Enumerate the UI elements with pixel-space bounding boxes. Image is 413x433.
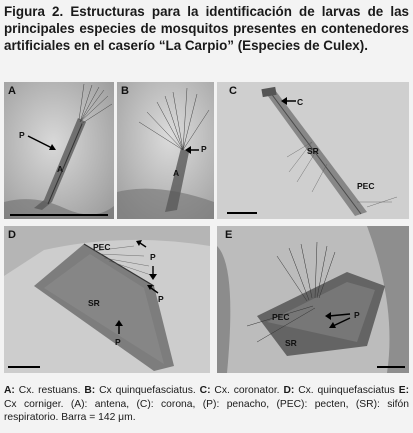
- label-penacho-3: P: [115, 337, 121, 347]
- panel-c: [217, 82, 409, 219]
- panel-b: [117, 82, 214, 219]
- figure-caption: [4, 384, 409, 425]
- label-pecten: PEC: [357, 181, 375, 191]
- caption-text-d: Cx. quinquefasciatus: [294, 385, 399, 396]
- label-penacho: P: [19, 130, 25, 140]
- label-pecten: PEC: [93, 242, 111, 252]
- panel-d-letter: D: [8, 229, 16, 241]
- panel-c-arrows: [217, 82, 409, 219]
- caption-key-a: A:: [4, 385, 15, 396]
- panel-e-letter: E: [225, 229, 233, 241]
- label-sifon: SR: [307, 146, 319, 156]
- caption-key-d: D:: [283, 385, 295, 396]
- caption-key-b: B:: [84, 385, 96, 396]
- caption-key-c: C:: [199, 385, 211, 396]
- label-corona: C: [297, 97, 304, 107]
- label-penacho-2: P: [158, 294, 164, 304]
- label-penacho: P: [201, 144, 207, 154]
- panel-b-arrows: [117, 82, 214, 219]
- label-sifon: SR: [285, 338, 297, 348]
- label-antena: A: [173, 168, 180, 178]
- label-penacho: P: [354, 310, 360, 320]
- panel-a-arrows: [4, 82, 114, 219]
- panel-e: [217, 226, 409, 373]
- panel-e-arrows: [217, 226, 409, 373]
- caption-text-c: Cx. coronator.: [210, 385, 284, 396]
- label-penacho: P: [150, 252, 156, 262]
- caption-key-e: E:: [398, 385, 410, 396]
- panel-a-letter: A: [8, 85, 16, 97]
- caption-text-e: Cx corniger. (A): antena, (C): corona, (P): penacho, (PEC): pecten, (SR): sifón respiratorio. Barra = 142 μm.: [4, 398, 409, 424]
- label-sifon: SR: [88, 298, 100, 308]
- caption-text-b: Cx quinquefasciatus.: [95, 385, 200, 396]
- panel-d: [4, 226, 210, 373]
- panel-a: [4, 82, 114, 219]
- panel-b-letter: B: [121, 85, 129, 97]
- caption-text-a: Cx. restuans.: [14, 385, 85, 396]
- panel-d-arrows: [4, 226, 210, 373]
- figure-title: Figura 2. Estructuras para la identificación de larvas de las principales especies de mosquitos presentes en contenedores artificiales en el caserío “La Carpio” (Especies de Culex).: [4, 4, 409, 53]
- panel-c-letter: C: [229, 85, 237, 97]
- label-antena: A: [57, 164, 64, 174]
- label-pecten: PEC: [272, 312, 290, 322]
